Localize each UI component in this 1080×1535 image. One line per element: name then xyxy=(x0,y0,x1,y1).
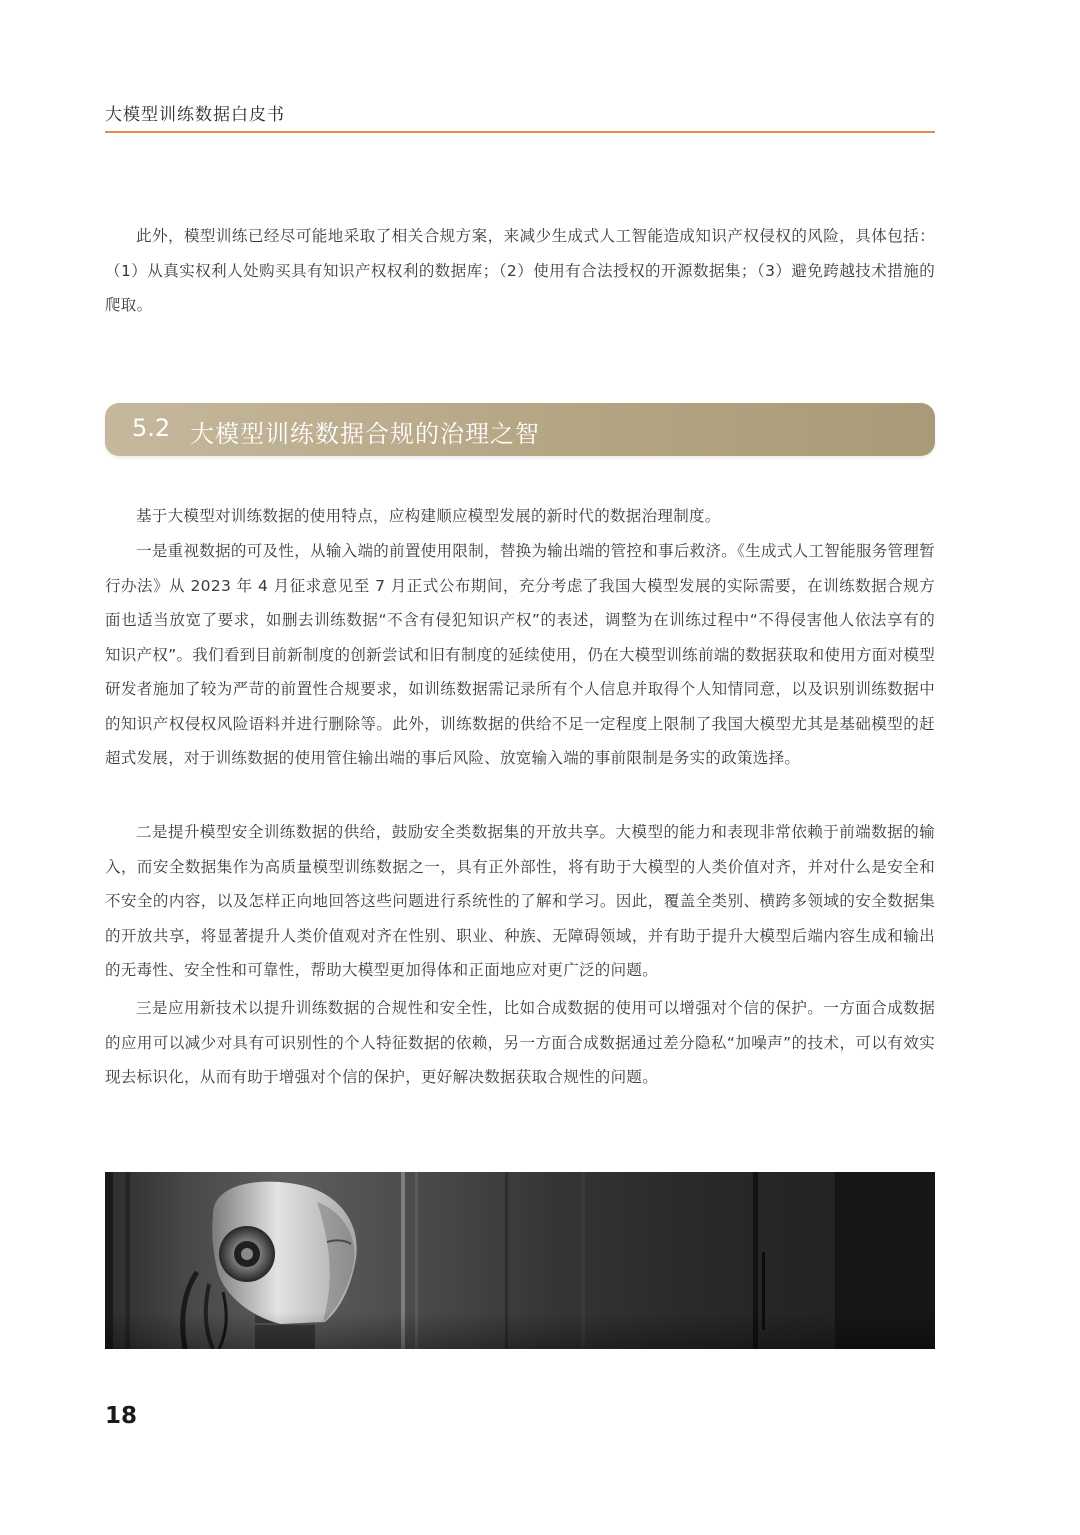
header-divider xyxy=(105,131,935,133)
running-header-title: 大模型训练数据白皮书 xyxy=(105,105,285,125)
body-paragraph-3: 二是提升模型安全训练数据的供给，鼓励安全类数据集的开放共享。大模型的能力和表现非常依赖于前端数据的输入，而安全数据集作为高质量模型训练数据之一，具有正外部性，将有助于大模型的人类价值对齐，并对什么是安全和不安全的内容，以及怎样正向地回答这些问题进行系统性的了解和学习。因此，覆盖全类别、横跨多领域的安全数据集的开放共享，将显著提升人类价值观对齐在性别、职业、种族、无障碍领域，并有助于提升大模型后端内容生成和输出的无毒性、安全性和可靠性，帮助大模型更加得体和正面地应对更广泛的问题。 xyxy=(105,823,935,979)
body-paragraph-1: 基于大模型对训练数据的使用特点，应构建顺应模型发展的新时代的数据治理制度。 xyxy=(136,507,721,525)
body-paragraph-4: 三是应用新技术以提升训练数据的合规性和安全性，比如合成数据的使用可以增强对个信的保护。一方面合成数据的应用可以减少对具有可识别性的个人特征数据的依赖，另一方面合成数据通过差分隐私“加噪声”的技术，可以有效实现去标识化，从而有助于增强对个信的保护，更好解决数据获取合规性的问题。 xyxy=(105,999,935,1086)
body-paragraph-2: 一是重视数据的可及性，从输入端的前置使用限制，替换为输出端的管控和事后救济。《生成式人工智能服务管理暂行办法》从 2023 年 4 月征求意见至 7 月正式公布期间，充分考虑了我国大模型发展的实际需要，在训练数据合规方面也适当放宽了要求，如删去训练数据“不含有侵犯知识产权”的表述，调整为在训练过程中“不得侵害他人依法享有的知识产权”。我们看到目前新制度的创新尝试和旧有制度的延续使用，仍在大模型训练前端的数据获取和使用方面对模型研发者施加了较为严苛的前置性合规要求，如训练数据需记录所有个人信息并取得个人知情同意，以及识别训练数据中的知识产权侵权风险语料并进行删除等。此外，训练数据的供给不足一定程度上限制了我国大模型尤其是基础模型的赶超式发展，对于训练数据的使用管住输出端的事后风险、放宽输入端的事前限制是务实的政策选择。 xyxy=(105,542,935,767)
section-heading-bar xyxy=(105,403,935,456)
page-number: 18 xyxy=(105,1403,138,1429)
intro-paragraph: 此外，模型训练已经尽可能地采取了相关合规方案，来减少生成式人工智能造成知识产权侵权的风险，具体包括：（1）从真实权利人处购买具有知识产权权利的数据库；（2）使用有合法授权的开源数据集；（3）避免跨越技术措施的爬取。 xyxy=(105,227,935,314)
robot-photo xyxy=(105,1172,935,1349)
section-number: 5.2 xyxy=(132,414,171,442)
robot-head-illustration xyxy=(105,1172,935,1349)
section-title: 大模型训练数据合规的治理之智 xyxy=(190,420,540,448)
